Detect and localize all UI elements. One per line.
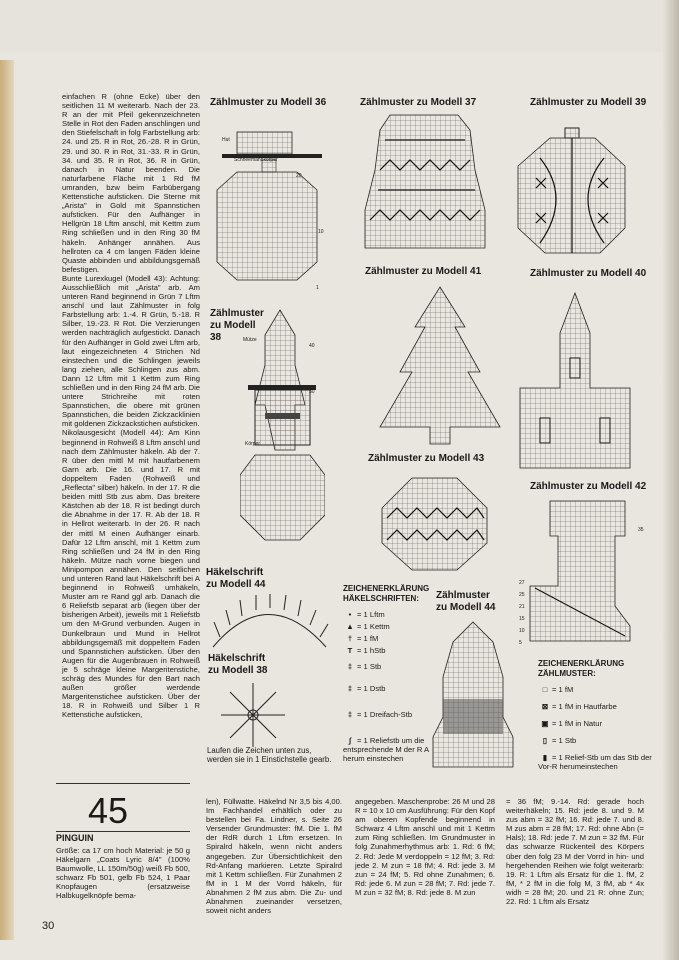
legend-haekel-kettm: ▲ = 1 Kettm (343, 622, 390, 631)
title-model-41: Zählmuster zu Modell 41 (365, 266, 482, 277)
relief-stitch-icon: ∫ (348, 736, 352, 745)
crochet-chart-38 (218, 680, 288, 750)
legend-zaehl-fm: □ = 1 fM (538, 685, 573, 694)
crochet-chart-44 (208, 592, 333, 652)
chart-model-40 (510, 288, 635, 473)
legend-haekel-relief: ∫ = 1 Reliefstb um die entsprechende M der R A herum einstechen (343, 736, 429, 763)
bottom-col-4: = 36 fM; 9.-14. Rd: gerade hoch weiterhäkeln; 15. Rd: jede 8. und 9. M zus abm = 32 fM; 16. Rd: jede 7. und 8. M zus abm = 28 fM; 17. Rd: ohne Abn (= Hals); 18. Rd: jede 7. M zun = 32 fM. Für das schwarze Rückenteil des Körpers über den folg 23 M der Vorrd in hin- und hergehenden Reihen wie folgt weiterarb: 19. R: 1 Lftm als Ersatz für die 1. fM, 2 fM, * 2 fM in die folg M, 3 fM, ab * 4x widh = 28 fM; 20. und 21 R: ohne Zun; 22. Rd: 1 Lftm als Ersatz (506, 797, 644, 907)
legend-zaehl-title2: ZÄHLMUSTER: (538, 669, 596, 678)
label-42-25: 25 (519, 592, 525, 598)
chart-caption: Laufen die Zeichen unten zus, werden sie in 1 Einstichstelle gearb. (207, 746, 332, 765)
crossed-square-icon: ⊠ (541, 702, 549, 711)
title-model-44-line1: Zählmuster (436, 590, 490, 601)
title-model-36: Zählmuster zu Modell 36 (210, 97, 327, 108)
label-muetze: Mütze (243, 337, 257, 343)
chart-model-37 (350, 110, 500, 255)
title-haekel-44-line1: Häkelschrift (206, 567, 264, 578)
slip-stitch-icon: ▲ (346, 622, 354, 631)
binding-shadow (0, 60, 14, 940)
treble-crochet-icon: ‡ (347, 684, 353, 693)
legend-zaehl-relief: ▮ = 1 Relief-Stb um das Stb der Vor-R herumeinstechen (538, 753, 652, 771)
legend-haekel-title1: ZEICHENERKLÄRUNG (343, 584, 430, 593)
chart-model-43 (372, 468, 497, 578)
legend-zaehl-stb: ▯ = 1 Stb (538, 736, 576, 745)
top-margin (0, 0, 679, 52)
model-heading: PINGUIN (56, 833, 94, 843)
label-schneemannkoerper: Schneemannkörper (234, 157, 278, 163)
relief-square-icon: ▮ (542, 753, 548, 762)
chart-model-36 (212, 112, 332, 292)
title-haekel-38-line2: zu Modell 38 (208, 665, 268, 676)
label-42-10: 10 (519, 628, 525, 634)
chain-stitch-icon: • (348, 610, 352, 619)
title-model-42: Zählmuster zu Modell 42 (530, 481, 647, 492)
legend-haekel-stb: ‡ = 1 Stb (343, 662, 381, 671)
legend-haekel-fm: † = 1 fM (343, 634, 378, 643)
title-model-40: Zählmuster zu Modell 40 (530, 268, 647, 279)
legend-haekel-dreifach: ‡ = 1 Dreifach-Stb (343, 710, 412, 719)
triple-treble-icon: ‡ (347, 710, 353, 719)
label-36-1: 1 (316, 285, 319, 291)
label-42-35: 35 (638, 527, 644, 533)
legend-zaehl-title1: ZEICHENERKLÄRUNG (538, 659, 625, 668)
legend-haekel-dstb: ‡ = 1 Dstb (343, 684, 386, 693)
label-38-40: 40 (309, 343, 315, 349)
single-crochet-icon: † (347, 634, 353, 643)
title-model-38-line1: Zählmuster (210, 308, 264, 319)
para-nikolaus: Nikolausgesicht (Modell 44): Am Kinn beginnend in Rohweiß 8 Lftm anschl und nach dem Zählmuster häkeln. Ab der 7. R über den mittl M mit hautfarbenem Garn arb. Die 16. und 17. R mit doppeltem Faden (Rohweiß und „Reflecta" silber) häkeln. In der 17. R die beiden mittl Stb zus abm. Das breitere Kästchen ab der 18. R ist bedingt durch die Abnahme in der 17. R. Ab der 18. R in Hellrot weiterarb. In der 26. R nach der mittl M einen Aufhänger einarb. Dafür 12 Lftm anschl, mit 1 Kettm zum Ring schließen und 24 fM in den Ring häkeln. Mütze nach vorne biegen und Minipompon annähen. Den seitlichen und unteren Rand laut Häkelschrift bei A beginnend in Rohweiß umhäkeln, Muster am re Rand ggl arb. Danach die 6 Reliefstb separat arb (liegen über der bisherigen Arbeit), jeweils mit 1 Reliefstb um den M-Grund verbunden. Augen in Dunkelbraun und Mund in Hellrot abbildungsgemäß mit doppeltem Faden und Spannstichen aufsticken. Über den Augen für die Augenbrauen in Rohweiß je 5 schräge kleine Margeritenstiche, schräg des Mundes für den Bart nach außen größer werdende Margeritenstichee aufsticken. Über der 18. R in Rohweiß und Silber 1 R Kettenstiche aufsticken, (62, 428, 200, 720)
para-stiefel: einfachen R (ohne Ecke) über den seitlichen 11 M weiterarb. Nach der 23. R an der mit Pfeil gekennzeichneten Stelle in Rot den Faden anschlingen und den Stiefelschaft in folg Farbstellung arb: 24. und 25. R in Rot, 26.-28. R in Grün, 29. und 30. R in Rot, 31.-33. R in Grün, 34. und 35. R in Rot, 36. R in Grün, danach in Natur beenden. Die naturfarbene Fläche mit 1 Rd fM umranden, bzw beim Farbübergang Kettenstiche aufsticken. Die Sterne mit „Arista" in Gold mit Spannstichen aufsticken. Für den Aufhänger in Hellgrün 18 Lftm anschl, mit Kettm zum Ring schließen und in den Ring 30 fM häkeln. Anhänger annähen. Aus hellroten ca 4 cm langen Fäden kleine Quaste abbinden und abbildungsgemäß befestigen. (62, 92, 200, 274)
label-42-15: 15 (519, 616, 525, 622)
label-koerper: Körper (245, 441, 261, 447)
label-36-20: 20 (296, 173, 302, 179)
title-haekel-44-line2: zu Modell 44 (206, 579, 266, 590)
filled-square-icon: ▣ (541, 719, 549, 728)
legend-zaehl-haut: ⊠ = 1 fM in Hautfarbe (538, 702, 617, 711)
double-crochet-icon: ‡ (347, 662, 353, 671)
legend-haekel-hstb: T = 1 hStb (343, 646, 386, 655)
chart-model-41 (370, 282, 510, 452)
title-model-43: Zählmuster zu Modell 43 (368, 453, 485, 464)
bottom-col-1: Größe: ca 17 cm hoch Material: je 50 g Häkelgarn „Coats Lyric 8/4" (100% Baumwolle, LL 150m/50g) weiß Fb 500, schwarz Fb 501, gelb Fb 524, 1 Paar Knopfaugen (ersatzweise Halbkugelknöpfe bema- (56, 846, 190, 901)
bottom-col-3: angegeben. Maschenprobe: 26 M und 28 R = 10 x 10 cm Ausführung: Für den Kopf am oberen Kopfende beginnend in Schwarz 4 Lftm anschl und mit 1 Kettm zum Ring schließen. Im Grundmuster in folg Zunahmerhythmus arb: 1. Rd: 6 fM; 2. Rd: Jede M verdoppeln = 12 fM; 3. Rd: jede 2. M zun = 18 fM; 4. Rd: jede 3. M zun = 24 fM; 5. Rd ohne Zunahmen; 6. Rd: jede 6. M zun = 28 fM; 7. Rd: jede 7. M zun = 32 fM; 8. Rd: jede 8. M zun (355, 797, 495, 897)
title-haekel-38-line1: Häkelschrift (208, 653, 266, 664)
title-model-44-line2: zu Modell 44 (436, 602, 496, 613)
title-model-39: Zählmuster zu Modell 39 (530, 97, 647, 108)
label-38-30: 30 (309, 389, 315, 395)
chart-model-39 (510, 118, 635, 258)
page-edge (663, 0, 679, 960)
label-36-10: 10 (318, 229, 324, 235)
title-model-38-line2: zu Modell (210, 320, 256, 331)
title-model-37: Zählmuster zu Modell 37 (360, 97, 477, 108)
label-42-27: 27 (519, 580, 525, 586)
label-42-21: 21 (519, 604, 525, 610)
divider-top (56, 783, 190, 784)
para-lurexkugel: Bunte Lurexkugel (Modell 43): Achtung: Ausschließlich mit „Arista" arb. Am unteren Rand beginnend in Grün 7 Lftm anschl und laut Zählmuster in folg Farbstellung arb: 1.-4. R Grün, 5.-18. R Silber, 19.-23. R Rot. Die Verzierungen werden nachträglich aufgestickt. Danach für den Aufhänger in Gold zwei Lftm arb, laut eingezeichneten 4 Strichen Nd einstechen und die Schlingen jeweils lang ziehen, alle Schlingen zus abm. Dann 12 Lftm mit 1 Kettm zum Ring schließen und in den Ring 24 fM arb. Die untere Strichreihe mit roten Spannstichen, die obere mit grünen Spannstichen, die beiden Zickzacklinien mit goldenen Zickzackstichen aufsticken. (62, 273, 200, 429)
legend-zaehl-natur: ▣ = 1 fM in Natur (538, 719, 602, 728)
half-double-icon: T (347, 646, 353, 655)
page-number: 30 (42, 920, 55, 932)
chart-model-42 (520, 496, 635, 646)
stb-square-icon: ▯ (542, 736, 548, 745)
bottom-col-2: len), Füllwatte. Häkelnd Nr 3,5 bis 4,00. Im Fachhandel erhältlich oder zu bestellen bei Fa. Lindner, s. Seite 26 Versender Grundmuster: fM. Die 1. fM der RdR durch 1 Lftm ersetzen. In Spiralrd häkeln, wenn nicht anders angegeben. Zur Übersichtlichkeit den Rd-Anfang markieren. Letzte Spiralrd mit 1 Kettm schließen. Für Zunahmen 2 fM in 1 M der Vorrd häkeln, für Abnahmen 2 fM zus abm. Die Zu- und Abnahmen zueinander versetzen, soweit nicht anders (206, 797, 342, 916)
legend-haekel-lftm: • = 1 Lftm (343, 610, 385, 619)
empty-square-icon: □ (542, 685, 548, 694)
title-model-38-line3: 38 (210, 332, 222, 343)
label-hut: Hut (222, 137, 230, 143)
divider-bottom (56, 831, 190, 832)
legend-haekel-title2: HÄKELSCHRIFTEN: (343, 594, 419, 603)
model-number: 45 (88, 790, 129, 831)
instructions-column (62, 92, 200, 719)
label-42-5: 5 (519, 640, 522, 646)
